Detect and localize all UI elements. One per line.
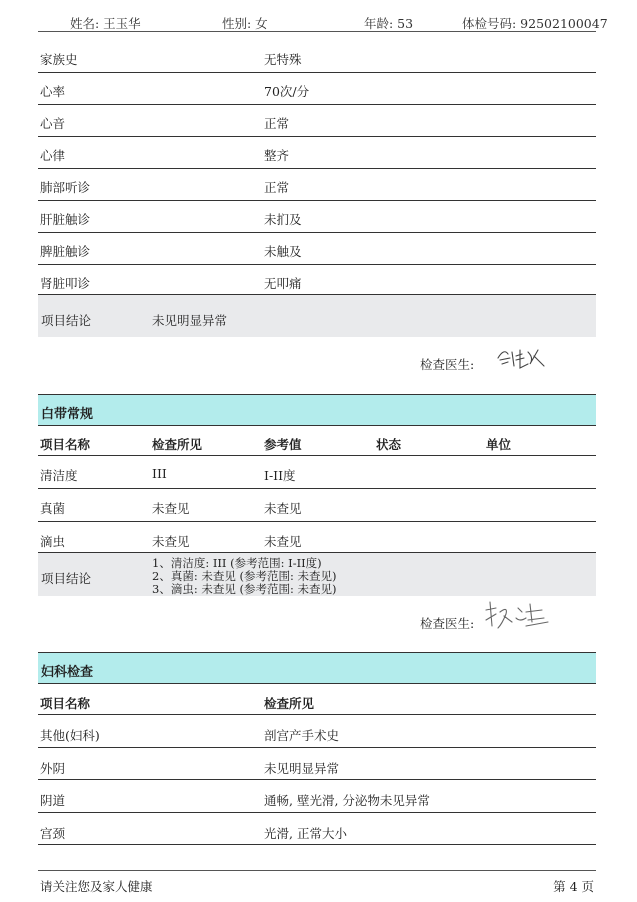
row-value: 70次/分 [264, 84, 310, 99]
doctor-label: 检查医生: [420, 357, 475, 372]
table-header-row [38, 425, 596, 456]
table-row [38, 137, 596, 169]
table-row [38, 522, 596, 553]
section-title-label: 白带常规 [41, 407, 94, 422]
row-value: 正常 [264, 116, 290, 131]
conclusion-value: 未见明显异常 [152, 313, 228, 328]
row-label: 心音 [40, 116, 66, 131]
patient-age: 年龄: 53 [364, 16, 414, 31]
conclusion-row [38, 295, 596, 337]
row-value: 未触及 [264, 244, 302, 259]
item-reference: I-II度 [264, 468, 296, 483]
row-label: 心律 [40, 148, 66, 163]
doctor-label: 检查医生: [420, 616, 475, 631]
table-row [38, 715, 596, 748]
table-row [38, 748, 596, 780]
page-number: 第 4 页 [553, 879, 594, 894]
patient-name: 姓名: 王玉华 [70, 16, 141, 31]
table-row [38, 73, 596, 105]
section-title-gynecology [38, 652, 596, 684]
row-value: 未扪及 [264, 212, 302, 227]
row-label: 外阴 [40, 761, 66, 776]
footer-note: 请关注您及家人健康 [40, 879, 153, 894]
section-title-leucorrhea [38, 394, 596, 426]
patient-gender: 性别: 女 [222, 16, 268, 31]
doctor-signature [494, 344, 548, 372]
table-row [38, 813, 596, 845]
page-footer [38, 870, 596, 895]
table-row [38, 265, 596, 295]
conclusion-label: 项目结论 [41, 571, 92, 586]
col-item-name: 项目名称 [40, 437, 91, 452]
doctor-signature [482, 598, 552, 632]
row-value: 无特殊 [264, 52, 302, 67]
item-finding: 未查见 [152, 534, 190, 549]
col-unit: 单位 [486, 437, 512, 452]
row-value: 剖宫产手术史 [264, 728, 340, 743]
item-name: 真菌 [40, 501, 66, 516]
table-row [38, 169, 596, 201]
row-label: 心率 [40, 84, 66, 99]
item-finding: 未查见 [152, 501, 190, 516]
conclusion-label: 项目结论 [41, 313, 92, 328]
exam-number: 体检号码: 92502100047 [462, 16, 608, 31]
item-reference: 未查见 [264, 501, 302, 516]
row-value: 整齐 [264, 148, 290, 163]
row-label: 肝脏触诊 [40, 212, 91, 227]
row-value: 未见明显异常 [264, 761, 340, 776]
row-value: 正常 [264, 180, 290, 195]
table-row [38, 489, 596, 522]
col-status: 状态 [376, 437, 402, 452]
table-row [38, 233, 596, 265]
conclusion-line: 2、真菌: 未查见 (参考范围: 未查见) [152, 569, 337, 583]
table-row [38, 201, 596, 233]
conclusion-line: 1、清洁度: III (参考范围: I-II度) [152, 556, 322, 570]
row-value: 无叩痛 [264, 276, 302, 291]
row-label: 肺部听诊 [40, 180, 91, 195]
col-reference: 参考值 [264, 437, 302, 452]
patient-header [38, 9, 608, 32]
table-header-row [38, 683, 596, 715]
table-row [38, 41, 596, 73]
row-label: 阴道 [40, 793, 66, 808]
row-value: 通畅, 壁光滑, 分泌物未见异常 [264, 793, 430, 808]
row-label: 肾脏叩诊 [40, 276, 91, 291]
table-row [38, 780, 596, 813]
row-label: 脾脏触诊 [40, 244, 91, 259]
item-reference: 未查见 [264, 534, 302, 549]
table-row [38, 105, 596, 137]
item-name: 滴虫 [40, 534, 66, 549]
row-label: 宫颈 [40, 826, 66, 841]
col-finding: 检查所见 [152, 437, 203, 452]
section-title-label: 妇科检查 [41, 665, 94, 680]
item-finding: III [152, 466, 167, 481]
conclusion-line: 3、滴虫: 未查见 (参考范围: 未查见) [152, 582, 337, 596]
conclusion-row [38, 553, 596, 596]
col-item-name: 项目名称 [40, 696, 91, 711]
row-label: 其他(妇科) [40, 728, 100, 743]
col-finding: 检查所见 [264, 696, 315, 711]
row-label: 家族史 [40, 52, 78, 67]
table-row [38, 456, 596, 489]
row-value: 光滑, 正常大小 [264, 826, 347, 841]
item-name: 清洁度 [40, 468, 78, 483]
